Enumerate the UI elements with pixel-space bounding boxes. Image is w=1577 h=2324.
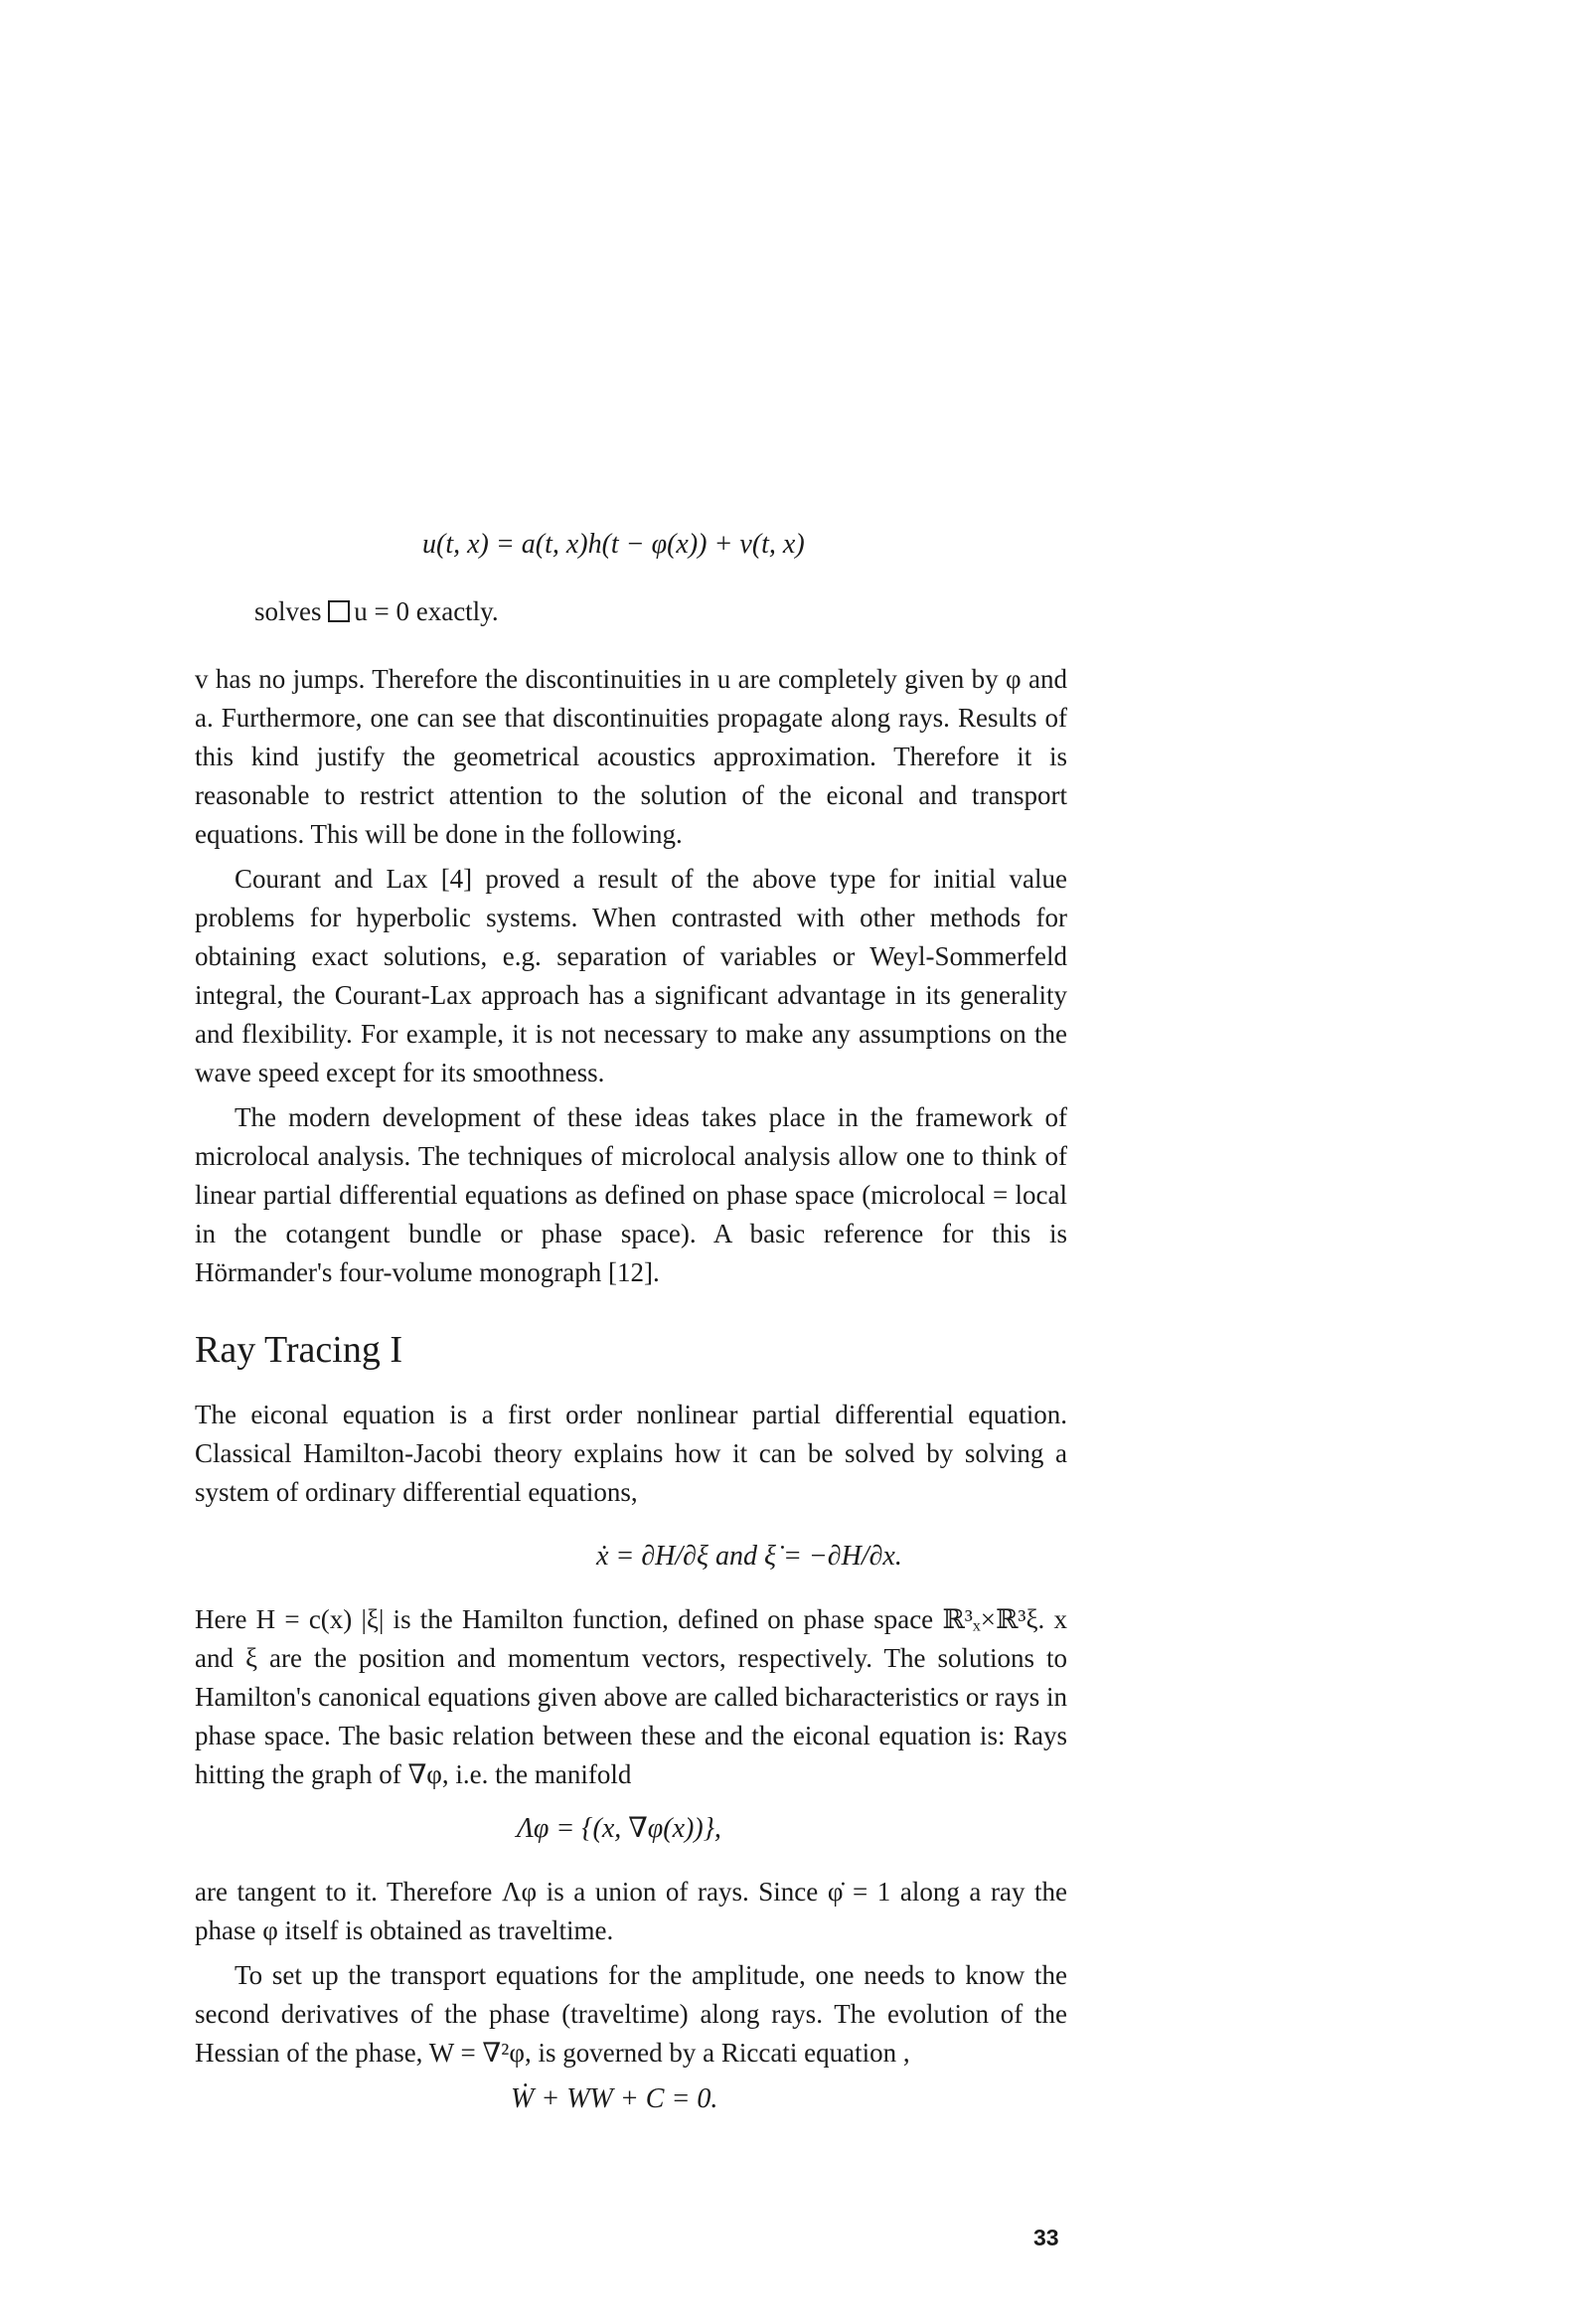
u-solution-equation: u(t, x) = a(t, x)h(t − φ(x)) + v(t, x) <box>422 529 805 560</box>
paragraph-jumps: v has no jumps. Therefore the discontinuities in u are completely given by φ and a. Furthermore, one can see that discontinuities propagate along rays. Results of this kind justify the geometrical acoustics approximation. Therefore it is reasonable to restrict attention to the solution of the eiconal and transport equations. This will be done in the following. <box>195 664 1067 849</box>
manifold-equation: Λφ = {(x, ∇φ(x))}, <box>517 1813 721 1844</box>
paragraph-transport: To set up the transport equations for the amplitude, one needs to know the second derivatives of the phase (traveltime) along rays. The evolution of the Hessian of the phase, W = ∇²φ, is governed by a Riccati equation , <box>195 1960 1067 2068</box>
intro-block <box>195 660 1067 1292</box>
hamilton-equations: ẋ = ∂H/∂ξ and ξ̇ = −∂H/∂x. <box>596 1541 902 1572</box>
solves-line <box>254 596 499 627</box>
hamilton-block <box>195 1600 1067 1794</box>
paragraph-courant-lax: Courant and Lax [4] proved a result of the above type for initial value problems for hyperbolic systems. When contrasted with other methods for obtaining exact solutions, e.g. separation of variables or Weyl-Sommerfeld integral, the Courant-Lax approach has a significant advantage in its generality and flexibility. For example, it is not necessary to make any assumptions on the wave speed except for its smoothness. <box>195 864 1067 1087</box>
paragraph-microlocal: The modern development of these ideas takes place in the framework of microlocal analysis. The techniques of microlocal analysis allow one to think of linear partial differential equations as defined on phase space (microlocal = local in the cotangent bundle or phase space). A basic reference for this is Hörmander's four-volume monograph [12]. <box>195 1102 1067 1287</box>
section-heading: Ray Tracing I <box>195 1329 402 1371</box>
paragraph-hamilton-function: Here H = c(x) |ξ| is the Hamilton function, defined on phase space ℝ³ₓ×ℝ³ξ. x and ξ are the position and momentum vectors, respectively. The solutions to Hamilton's canonical equations given above are called bicharacteristics or rays in phase space. The basic relation between these and the eiconal equation is: Rays hitting the graph of ∇φ, i.e. the manifold <box>195 1604 1067 1789</box>
paragraph-rays-tangent: are tangent to it. Therefore Λφ is a union of rays. Since φ̇ = 1 along a ray the phase φ itself is obtained as traveltime. <box>195 1877 1067 1945</box>
eiconal-intro <box>195 1396 1067 1512</box>
solves-prefix: solves <box>254 596 322 626</box>
rays-block <box>195 1873 1067 2073</box>
dalembertian-symbol <box>328 600 350 622</box>
solves-suffix: u = 0 exactly. <box>354 596 499 626</box>
paragraph-eiconal: The eiconal equation is a first order nonlinear partial differential equation. Classical Hamilton-Jacobi theory explains how it can be solved by solving a system of ordinary differential equations, <box>195 1400 1067 1507</box>
page-number: 33 <box>1033 2225 1059 2250</box>
riccati-equation: Ẇ + WW + C = 0. <box>511 2083 718 2114</box>
